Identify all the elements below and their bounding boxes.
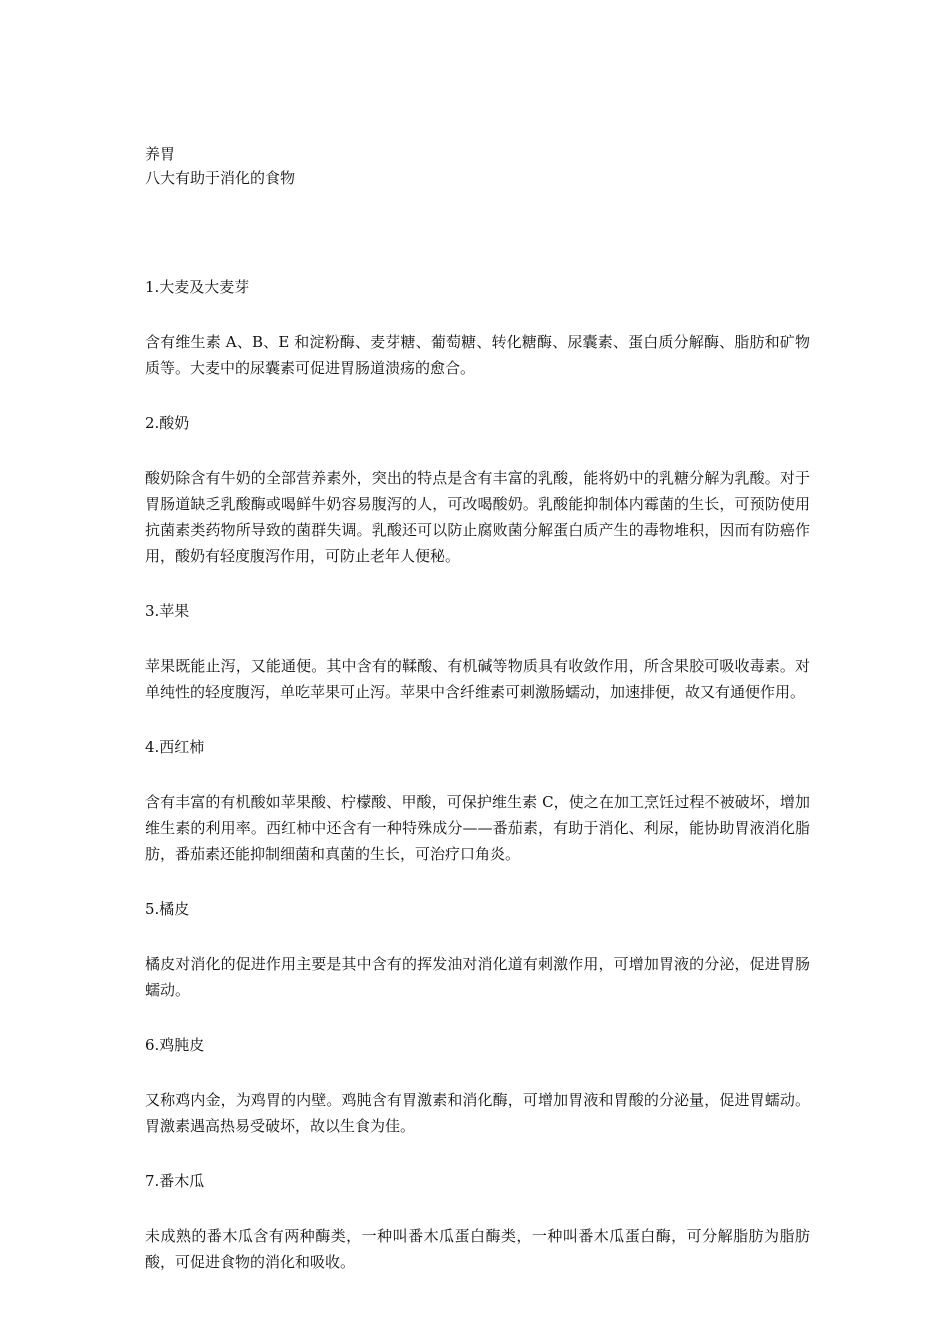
section-body: 苹果既能止泻，又能通便。其中含有的鞣酸、有机碱等物质具有收敛作用，所含果胶可吸收毒素。对单纯性的轻度腹泻，单吃苹果可止泻。苹果中含纤维素可刺激肠蠕动，加速排便，故又有通便作用。 <box>145 657 810 701</box>
section-body: 又称鸡内金，为鸡胃的内壁。鸡肫含有胃激素和消化酶，可增加胃液和胃酸的分泌量，促进胃蠕动。胃激素遇高热易受破坏，故以生食为佳。 <box>145 1091 810 1135</box>
sections-container <box>145 275 810 1275</box>
section-4 <box>145 735 810 867</box>
section-heading: 1.大麦及大麦芽 <box>145 278 250 296</box>
section-body: 未成熟的番木瓜含有两种酶类，一种叫番木瓜蛋白酶类，一种叫番木瓜蛋白酶，可分解脂肪为脂肪酸，可促进食物的消化和吸收。 <box>145 1227 810 1271</box>
section-heading: 6.鸡肫皮 <box>145 1036 205 1054</box>
section-body: 含有丰富的有机酸如苹果酸、柠檬酸、甲酸，可保护维生素 C，使之在加工烹饪过程不被破坏，增加维生素的利用率。西红柿中还含有一种特殊成分——番茄素，有助于消化、利尿，能协助胃液消化脂肪，番茄素还能抑制细菌和真菌的生长，可治疗口角炎。 <box>145 793 810 863</box>
section-heading: 4.西红柿 <box>145 738 205 756</box>
document-title: 养胃 <box>145 145 176 163</box>
section-2 <box>145 411 810 569</box>
section-heading: 3.苹果 <box>145 602 190 620</box>
section-body: 酸奶除含有牛奶的全部营养素外，突出的特点是含有丰富的乳酸，能将奶中的乳糖分解为乳酸。对于胃肠道缺乏乳酸酶或喝鲜牛奶容易腹泻的人，可改喝酸奶。乳酸能抑制体内霉菌的生长，可预防使用抗菌素类药物所导致的菌群失调。乳酸还可以防止腐败菌分解蛋白质产生的毒物堆积，因而有防癌作用，酸奶有轻度腹泻作用，可防止老年人便秘。 <box>145 469 810 565</box>
section-heading: 7.番木瓜 <box>145 1172 205 1190</box>
section-body: 含有维生素 A、B、E 和淀粉酶、麦芽糖、葡萄糖、转化糖酶、尿囊素、蛋白质分解酶、脂肪和矿物质等。大麦中的尿囊素可促进胃肠道溃疡的愈合。 <box>145 333 810 377</box>
section-6 <box>145 1033 810 1139</box>
section-7 <box>145 1169 810 1275</box>
section-1 <box>145 275 810 381</box>
section-3 <box>145 599 810 705</box>
section-5 <box>145 897 810 1003</box>
section-heading: 2.酸奶 <box>145 414 190 432</box>
section-heading: 5.橘皮 <box>145 900 190 918</box>
section-body: 橘皮对消化的促进作用主要是其中含有的挥发油对消化道有刺激作用，可增加胃液的分泌，促进胃肠蠕动。 <box>145 955 810 999</box>
document-subtitle: 八大有助于消化的食物 <box>145 169 296 187</box>
document-page <box>145 142 810 1305</box>
